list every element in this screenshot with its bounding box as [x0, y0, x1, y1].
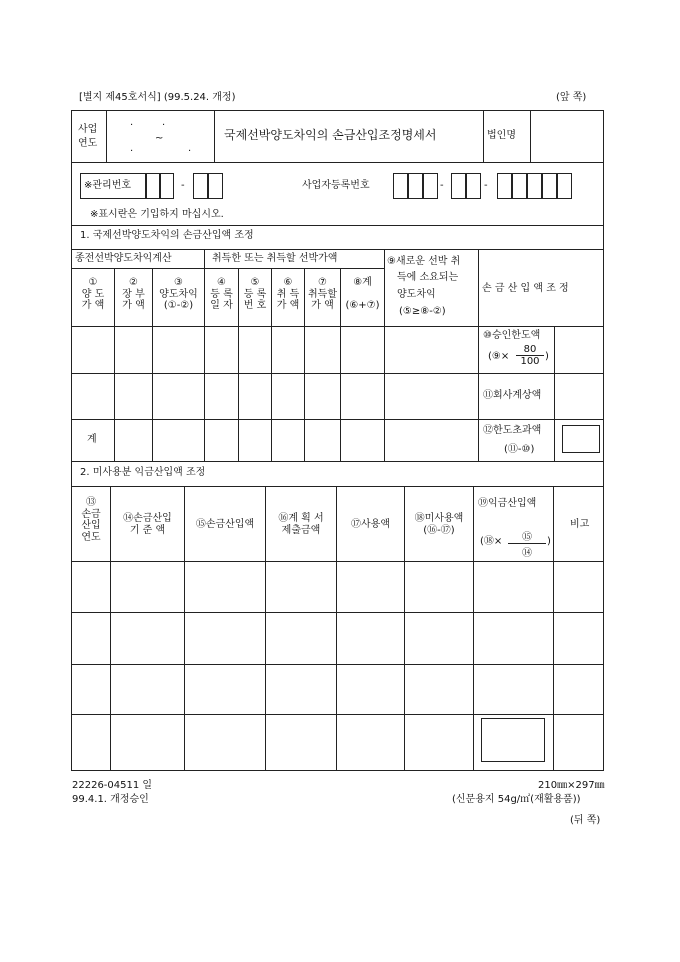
limit-excess-label: ⑫한도초과액: [483, 425, 542, 436]
section1-heading: 1. 국제선박양도차익의 손금산입액 조정: [80, 230, 254, 241]
col-header-19-suffix: ): [547, 536, 551, 547]
biz-reg-label: 사업자등록번호: [302, 180, 370, 191]
col-header-19-prefix: (⑱×: [480, 536, 503, 547]
col-header-19: ⑲익금산입액: [478, 498, 537, 509]
form-number: [별지 제45호서식] (99.5.24. 개정): [79, 92, 236, 103]
date-from-month-dot: ·: [130, 120, 134, 131]
col-header-6: ⑥ 취 득 가 액: [276, 277, 300, 311]
col-header-1: ① 양 도 가 액: [81, 277, 105, 311]
biz-reg-digit: [393, 173, 408, 199]
biz-reg-dash: -: [440, 180, 444, 191]
col-header-3: ③ 양도차익 (①-②): [159, 277, 198, 311]
biz-reg-digit: [408, 173, 423, 199]
approved-limit-formula-suffix: ): [545, 351, 549, 362]
footer-paper-size: 210㎜×297㎜: [538, 780, 605, 791]
col-header-19-numerator: ⑮: [508, 528, 546, 544]
footer-paper-type: (신문용지 54g/㎡(재활용품)): [452, 794, 581, 805]
biz-reg-digit: [512, 173, 527, 199]
biz-reg-digit: [542, 173, 557, 199]
mgmt-no-digit: [208, 173, 223, 199]
biz-reg-digit: [527, 173, 542, 199]
page-side-back: (뒤 쪽): [570, 815, 601, 826]
biz-reg-dash: -: [484, 180, 488, 191]
col-new-ship-gain-formula: (⑤≥⑧-②): [399, 306, 446, 317]
page-side-front: (앞 쪽): [556, 92, 587, 103]
col-header-5: ⑤ 등 록 번 호: [243, 277, 267, 311]
approved-limit-label: ⑩승인한도액: [483, 330, 541, 341]
approved-limit-denominator: 100: [520, 356, 540, 367]
col-header-4: ④ 등 록 일 자: [210, 277, 233, 311]
col-header-8: ⑧계 (⑥+⑦): [345, 277, 380, 311]
col-new-ship-gain-line1: ⑨새로운 선박 취: [387, 256, 461, 267]
mgmt-no-label: ※관리번호: [84, 180, 132, 191]
approved-limit-numerator: 80: [516, 344, 544, 356]
total-row-label: 계: [87, 434, 97, 445]
total-income-value-box[interactable]: [481, 718, 545, 762]
mgmt-no-digit: [193, 173, 208, 199]
col-header-13: ⑬ 손금 산입 연도: [81, 497, 101, 543]
col-header-7: ⑦ 취득할 가 액: [308, 277, 337, 311]
section2-heading: 2. 미사용분 익금산입액 조정: [80, 467, 206, 478]
col-adjustment: 손 금 산 입 액 조 정: [482, 283, 569, 294]
col-header-14: ⑭손금산입 기 준 액: [123, 513, 172, 536]
date-to-month-dot: ·: [130, 146, 134, 157]
biz-reg-digit: [466, 173, 481, 199]
date-to-day-dot: ·: [188, 146, 192, 157]
biz-year-label: 사업: [78, 124, 98, 135]
col-header-remarks: 비고: [570, 519, 590, 530]
approved-limit-fraction: [516, 344, 544, 367]
biz-reg-digit: [423, 173, 438, 199]
col-new-ship-gain-line3: 양도차익: [397, 289, 436, 300]
company-booked-label: ⑪회사계상액: [483, 390, 542, 401]
mgmt-no-digit: [160, 173, 174, 199]
mgmt-no-dash: -: [181, 180, 185, 191]
col-header-18: ⑱미사용액 (⑯-⑰): [414, 513, 464, 536]
col-group-ship-value: 취득한 또는 취득할 선박가액: [212, 253, 338, 264]
biz-reg-digit: [557, 173, 572, 199]
footer-form-code: 22226-04511 일: [72, 780, 153, 791]
col-header-15: ⑮손금산입액: [195, 519, 255, 530]
col-new-ship-gain-line2: 득에 소요되는: [397, 272, 459, 283]
date-from-day-dot: ·: [162, 120, 166, 131]
instruction-note: ※표시란은 기입하지 마십시오.: [90, 209, 224, 220]
biz-year-label-2: 연도: [78, 138, 98, 149]
footer-approval: 99.4.1. 개정승인: [72, 794, 149, 805]
col-group-prior-gain: 종전선박양도차익계산: [75, 253, 172, 264]
col-header-16: ⑯계 획 서 제출금액: [278, 513, 324, 536]
col-header-19-denominator: ⑭: [522, 548, 532, 559]
mgmt-no-digit: [146, 173, 160, 199]
approved-limit-formula-prefix: (⑨×: [488, 351, 510, 362]
col-header-17: ⑰사용액: [351, 519, 390, 530]
form-title: 국제선박양도차익의 손금산입조정명세서: [224, 128, 437, 142]
limit-excess-formula: (⑪-⑩): [504, 444, 535, 455]
corp-name-label: 법인명: [487, 130, 516, 141]
biz-reg-digit: [451, 173, 466, 199]
date-range-tilde: ~: [155, 133, 164, 144]
limit-excess-value-box[interactable]: [562, 425, 600, 453]
col-header-2: ② 장 부 가 액: [122, 277, 145, 311]
biz-reg-digit: [497, 173, 512, 199]
col-header-19-fraction: [508, 528, 546, 559]
